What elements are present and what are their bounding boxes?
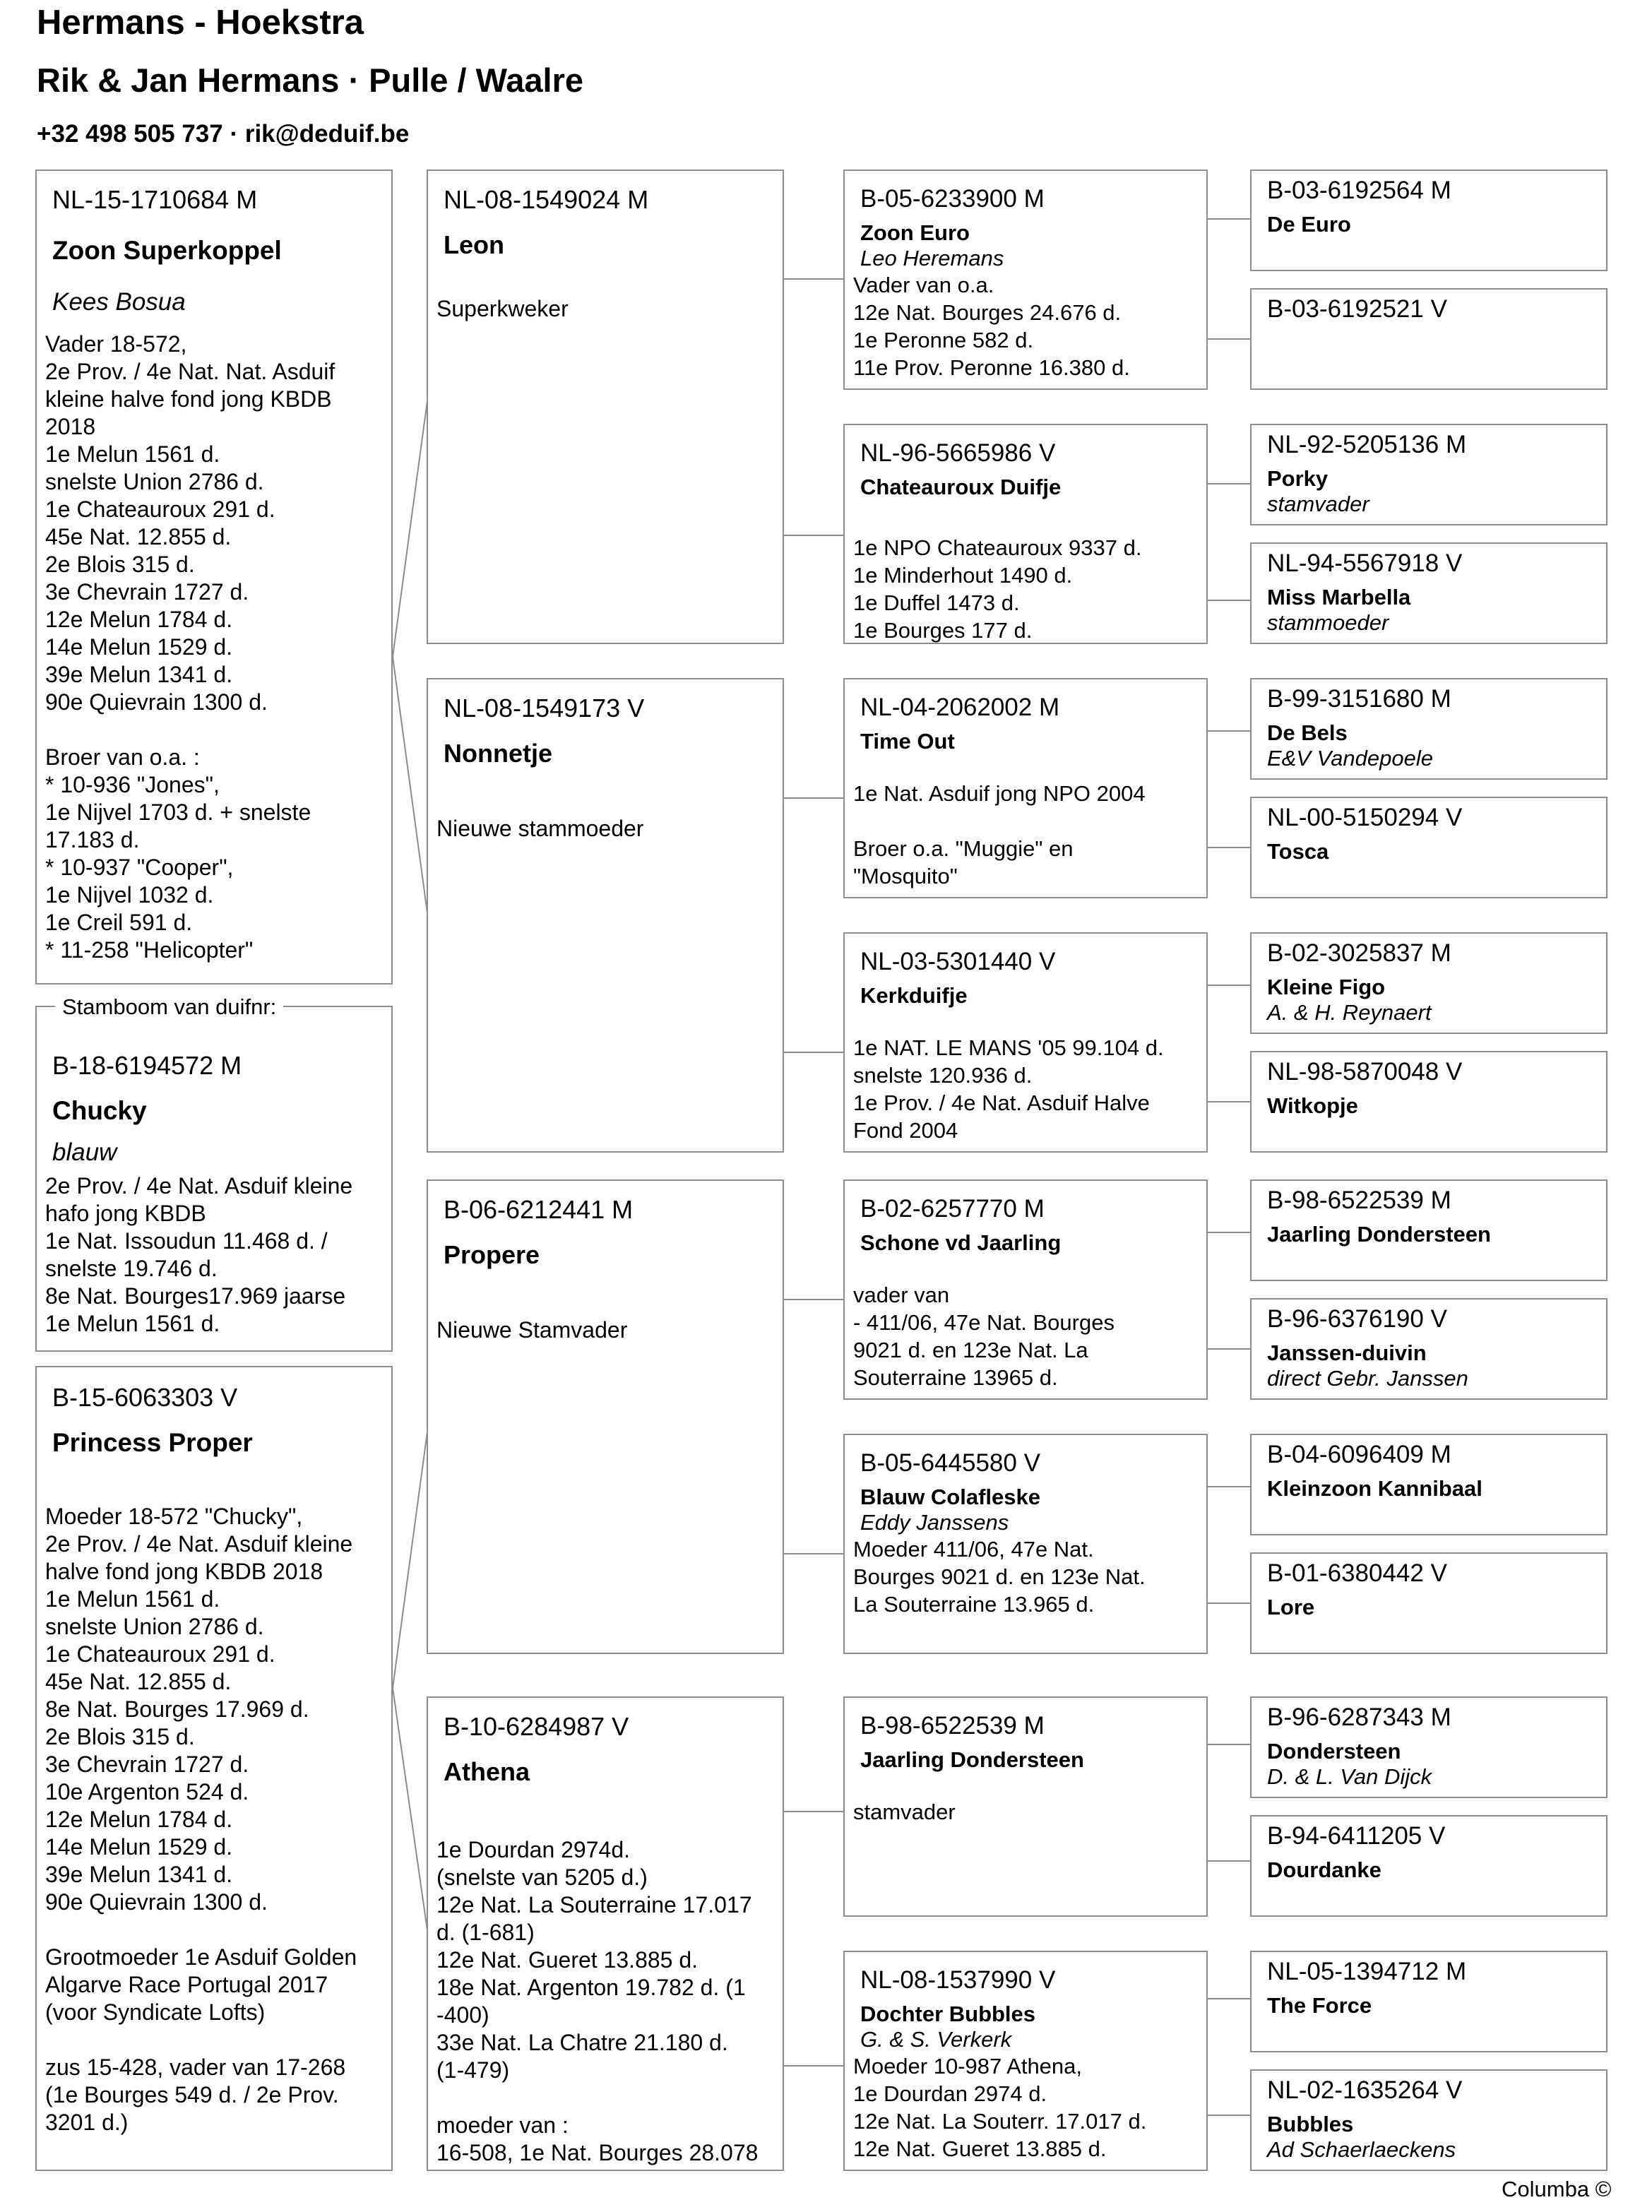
- grandparent-box: [427, 170, 784, 644]
- breeder-name: Leo Heremans: [860, 246, 1004, 270]
- ring-number: NL-05-1394712 M: [1267, 1958, 1467, 1985]
- grandparent-box: [427, 678, 784, 1153]
- pigeon-name: Tosca: [1267, 839, 1329, 864]
- ancestor-box: [1250, 424, 1608, 525]
- pigeon-notes: 1e NPO Chateauroux 9337 d. 1e Minderhout 1490 d. 1e Duffel 1473 d. 1e Bourges 177 d.: [853, 535, 1142, 643]
- ring-number: B-10-6284987 V: [444, 1712, 629, 1741]
- pigeon-name: Lore: [1267, 1595, 1315, 1619]
- ring-number: B-05-6233900 M: [860, 185, 1045, 213]
- pigeon-name: Dondersteen: [1267, 1739, 1401, 1764]
- pigeon-notes: Moeder 411/06, 47e Nat. Bourges 9021 d. en 123e Nat. La Souterraine 13.965 d.: [853, 1537, 1146, 1617]
- ring-number: NL-02-1635264 V: [1267, 2076, 1463, 2104]
- pigeon-name: Kleine Figo: [1267, 975, 1386, 999]
- pigeon-name: Zoon Superkoppel: [52, 236, 282, 265]
- pigeon-notes: 1e Nat. Asduif jong NPO 2004 Broer o.a. "Muggie" en "Mosquito": [853, 781, 1146, 888]
- ancestor-box: [1250, 288, 1608, 390]
- ancestor-box: [1250, 1696, 1608, 1798]
- pigeon-name: Dochter Bubbles: [860, 2002, 1036, 2026]
- pigeon-notes: Nieuwe Stamvader: [436, 1317, 628, 1343]
- ring-number: NL-94-5567918 V: [1267, 549, 1463, 577]
- ring-number: B-02-3025837 M: [1267, 939, 1451, 967]
- pigeon-name: Time Out: [860, 729, 955, 754]
- great-grandparent-box: [843, 424, 1208, 644]
- pigeon-name: De Bels: [1267, 720, 1348, 745]
- pigeon-name: Leon: [444, 230, 504, 259]
- pigeon-name: Kleinzoon Kannibaal: [1267, 1476, 1482, 1501]
- pigeon-name: Nonnetje: [444, 739, 553, 768]
- owner-line: Rik & Jan Hermans · Pulle / Waalre: [37, 61, 584, 99]
- pigeon-notes: Moeder 10-987 Athena, 1e Dourdan 2974 d. 12e Nat. La Souterr. 17.017 d. 12e Nat. Gueret 13.885 d.: [853, 2054, 1147, 2161]
- pigeon-name: De Euro: [1267, 212, 1351, 237]
- grandparent-box: [427, 1179, 784, 1654]
- ring-number: NL-03-5301440 V: [860, 948, 1056, 975]
- ancestor-box: [1250, 1298, 1608, 1400]
- pigeon-name: Kerkduifje: [860, 983, 968, 1008]
- ancestor-box: [1250, 1179, 1608, 1281]
- ancestor-box: [1250, 1951, 1608, 2052]
- pigeon-notes: Vader 18-572, 2e Prov. / 4e Nat. Nat. Asduif kleine halve fond jong KBDB 2018 1e Melun 1561 d. snelste Union 2786 d. 1e Chateauroux 291 d. 45e Nat. 12.855 d. 2e Blois 315 d. 3e Chevrain 1727 d. 12e Melun 1784 d. 14e Melun 1529 d. 39e Melun 1341 d. 90e Quievrain 1300 d. Broer van o.a. : * 10-936 "Jones", 1e Nijvel 1703 d. + snelste 17.183 d. * 10-937 "Cooper", 1e Nijvel 1032 d. 1e Creil 591 d. * 11-258 "Helicopter": [45, 331, 335, 963]
- pigeon-name: Witkopje: [1267, 1093, 1358, 1118]
- breeder-name: stammoeder: [1267, 610, 1389, 635]
- pigeon-notes: 1e NAT. LE MANS '05 99.104 d. snelste 120.936 d. 1e Prov. / 4e Nat. Asduif Halve Fond 2004: [853, 1035, 1164, 1143]
- pigeon-name: Princess Proper: [52, 1428, 253, 1457]
- stamboom-label: Stamboom van duifnr:: [55, 994, 283, 1020]
- great-grandparent-box: [843, 1951, 1208, 2171]
- great-grandparent-box: [843, 678, 1208, 898]
- ancestor-box: [1250, 932, 1608, 1034]
- ancestor-box: [1250, 2069, 1608, 2171]
- great-grandparent-box: [843, 932, 1208, 1153]
- pigeon-notes: 2e Prov. / 4e Nat. Asduif kleine hafo jong KBDB 1e Nat. Issoudun 11.468 d. / snelste 19.746 d. 8e Nat. Bourges17.969 jaarse 1e Melun 1561 d.: [45, 1173, 353, 1336]
- breeder-name: E&V Vandepoele: [1267, 746, 1433, 771]
- ring-number: NL-08-1549024 M: [444, 185, 649, 214]
- grandparent-box: [427, 1696, 784, 2171]
- pigeon-name: Jaarling Dondersteen: [1267, 1222, 1491, 1247]
- copyright-footer: Columba ©: [1502, 2177, 1612, 2201]
- ancestor-box: [1250, 1552, 1608, 1654]
- pigeon-name: Miss Marbella: [1267, 585, 1411, 610]
- ring-number: NL-98-5870048 V: [1267, 1058, 1463, 1086]
- pigeon-notes: Superkweker: [436, 296, 569, 321]
- contact-line: +32 498 505 737 · rik@deduif.be: [37, 120, 410, 148]
- breeder-name: direct Gebr. Janssen: [1267, 1366, 1468, 1391]
- ancestor-box: [1250, 797, 1608, 898]
- sibling-info-box: [35, 170, 393, 985]
- pigeon-notes: 1e Dourdan 2974d. (snelste van 5205 d.) 12e Nat. La Souterraine 17.017 d. (1-681) 12e Nat. Gueret 13.885 d. 18e Nat. Argenton 19.782 d. (1 -400) 33e Nat. La Chatre 21.180 d. (1-479) moeder van : 16-508, 1e Nat. Bourges 28.078: [436, 1837, 759, 2165]
- mother-box: [35, 1366, 393, 2171]
- ring-number: B-18-6194572 M: [52, 1051, 242, 1080]
- ring-number: NL-92-5205136 M: [1267, 431, 1467, 458]
- ring-number: NL-08-1549173 V: [444, 694, 645, 723]
- pigeon-name: Blauw Colafleske: [860, 1485, 1040, 1509]
- ancestor-box: [1250, 1051, 1608, 1153]
- ring-number: B-06-6212441 M: [444, 1195, 634, 1224]
- pigeon-name: Chateauroux Duifje: [860, 475, 1062, 499]
- ring-number: NL-04-2062002 M: [860, 694, 1060, 721]
- pigeon-name: Propere: [444, 1240, 540, 1269]
- pigeon-notes: Vader van o.a. 12e Nat. Bourges 24.676 d. 1e Peronne 582 d. 11e Prov. Peronne 16.380 d.: [853, 273, 1130, 380]
- subject-pigeon-box: [35, 1006, 393, 1352]
- great-grandparent-box: [843, 1696, 1208, 1917]
- pigeon-name: Jaarling Dondersteen: [860, 1747, 1084, 1772]
- ring-number: B-94-6411205 V: [1267, 1822, 1446, 1850]
- ring-number: B-15-6063303 V: [52, 1383, 238, 1412]
- ancestor-box: [1250, 170, 1608, 271]
- ancestor-box: [1250, 1434, 1608, 1535]
- pigeon-name: Schone vd Jaarling: [860, 1230, 1062, 1255]
- ring-number: B-98-6522539 M: [860, 1712, 1045, 1740]
- pigeon-name: Bubbles: [1267, 2112, 1354, 2136]
- pigeon-name: Zoon Euro: [860, 220, 970, 245]
- pigeon-color: blauw: [52, 1138, 117, 1166]
- ring-number: B-04-6096409 M: [1267, 1441, 1451, 1468]
- ring-number: NL-00-5150294 V: [1267, 804, 1463, 831]
- pigeon-notes: Nieuwe stammoeder: [436, 816, 644, 841]
- ring-number: NL-15-1710684 M: [52, 185, 258, 214]
- ring-number: NL-08-1537990 V: [860, 1966, 1056, 1994]
- breeder-name: A. & H. Reynaert: [1267, 1000, 1432, 1025]
- great-grandparent-box: [843, 1179, 1208, 1400]
- pigeon-notes: vader van - 411/06, 47e Nat. Bourges 9021 d. en 123e Nat. La Souterraine 13965 d.: [853, 1283, 1115, 1390]
- pigeon-notes: stamvader: [853, 1800, 956, 1824]
- ring-number: NL-96-5665986 V: [860, 439, 1056, 467]
- ring-number: B-96-6376190 V: [1267, 1305, 1447, 1333]
- breeder-name: G. & S. Verkerk: [860, 2027, 1012, 2052]
- ancestor-box: [1250, 542, 1608, 644]
- pigeon-notes: Moeder 18-572 "Chucky", 2e Prov. / 4e Nat. Asduif kleine halve fond jong KBDB 2018 1e Melun 1561 d. snelste Union 2786 d. 1e Chateauroux 291 d. 45e Nat. 12.855 d. 8e Nat. Bourges 17.969 d. 2e Blois 315 d. 3e Chevrain 1727 d. 10e Argenton 524 d. 12e Melun 1784 d. 14e Melun 1529 d. 39e Melun 1341 d. 90e Quievrain 1300 d. Grootmoeder 1e Asduif Golden Algarve Race Portugal 2017 (voor Syndicate Lofts) zus 15-428, vader van 17-268 (1e Bourges 549 d. / 2e Prov. 3201 d.): [45, 1504, 357, 2135]
- ring-number: B-05-6445580 V: [860, 1449, 1040, 1477]
- ancestor-box: [1250, 678, 1608, 780]
- pigeon-name: Dourdanke: [1267, 1857, 1381, 1882]
- breeder-name: stamvader: [1267, 492, 1369, 516]
- ring-number: B-99-3151680 M: [1267, 685, 1451, 713]
- pigeon-name: Porky: [1267, 466, 1329, 491]
- pigeon-name: Chucky: [52, 1096, 147, 1125]
- ring-number: B-01-6380442 V: [1267, 1559, 1447, 1587]
- ring-number: B-98-6522539 M: [1267, 1187, 1451, 1214]
- breeder-name: D. & L. Van Dijck: [1267, 1764, 1432, 1789]
- great-grandparent-box: [843, 1434, 1208, 1654]
- ring-number: B-02-6257770 M: [860, 1195, 1045, 1223]
- breeder-name: Kees Bosua: [52, 288, 186, 316]
- breeder-name: Eddy Janssens: [860, 1510, 1009, 1535]
- ring-number: B-03-6192564 M: [1267, 177, 1451, 204]
- ring-number: B-03-6192521 V: [1267, 295, 1447, 323]
- great-grandparent-box: [843, 170, 1208, 390]
- page-title: Hermans - Hoekstra: [37, 4, 364, 42]
- ancestor-box: [1250, 1815, 1608, 1917]
- pigeon-name: The Force: [1267, 1993, 1372, 2018]
- pigeon-name: Janssen-duivin: [1267, 1340, 1427, 1365]
- pigeon-name: Athena: [444, 1757, 530, 1786]
- breeder-name: Ad Schaerlaeckens: [1267, 2137, 1456, 2162]
- ring-number: B-96-6287343 M: [1267, 1703, 1451, 1731]
